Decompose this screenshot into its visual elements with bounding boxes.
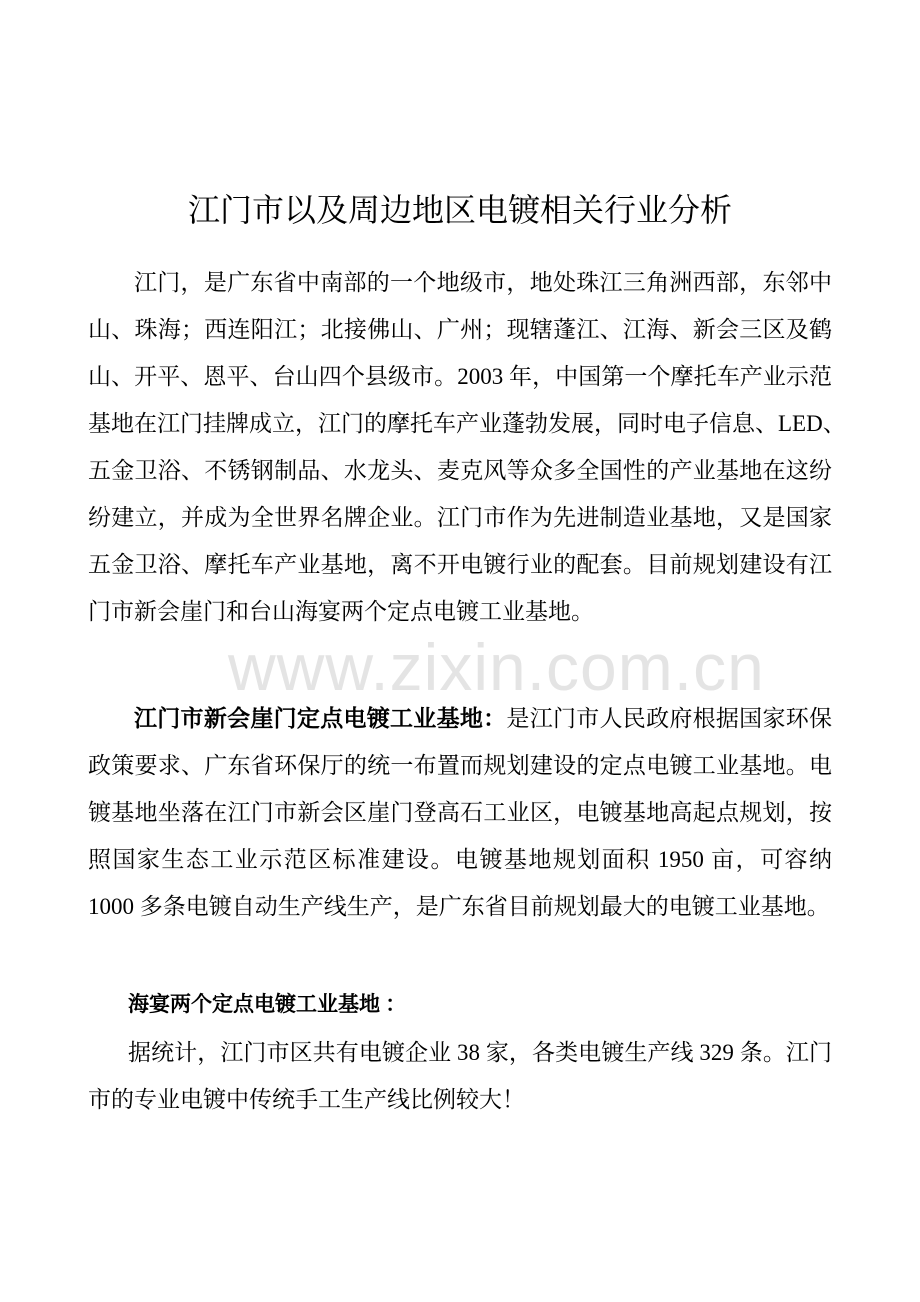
text-span: 是江门市人民政府根据国家环保 xyxy=(506,706,833,731)
text-line: 政策要求、广东省环保厅的统一布置而规划建设的定点电镀工业基地。电 xyxy=(88,753,832,778)
text-line: 纷建立，并成为全世界名牌企业。江门市作为先进制造业基地，又是国家 xyxy=(88,505,832,530)
text-line: 山、珠海；西连阳江；北接佛山、广州；现辖蓬江、江海、新会三区及鹤 xyxy=(88,317,832,342)
text-line: 基地在江门挂牌成立，江门的摩托车产业蓬勃发展，同时电子信息、LED、 xyxy=(88,411,846,436)
document-title: 江门市以及周边地区电镀相关行业分析 xyxy=(187,192,732,228)
text-line: 门市新会崖门和台山海宴两个定点电镀工业基地。 xyxy=(88,599,594,624)
text-line xyxy=(134,704,832,734)
text-line: 江门，是广东省中南部的一个地级市，地处珠江三角洲西部，东邻中 xyxy=(134,270,832,295)
text-line: 五金卫浴、不锈钢制品、水龙头、麦克风等众多全国性的产业基地在这纷 xyxy=(88,458,832,483)
text-line: 山、开平、恩平、台山四个县级市。2003 年，中国第一个摩托车产业示范 xyxy=(88,364,832,389)
watermark: www.zixin.com.cn xyxy=(228,630,765,704)
text-line: 1000 多条电镀自动生产线生产，是广东省目前规划最大的电镀工业基地。 xyxy=(88,894,830,919)
text-line: 据统计，江门市区共有电镀企业 38 家，各类电镀生产线 329 条。江门 xyxy=(128,1040,832,1065)
text-line: 照国家生态工业示范区标准建设。电镀基地规划面积 1950 亩，可容纳 xyxy=(88,847,832,872)
text-line: 市的专业电镀中传统手工生产线比例较大！ xyxy=(88,1087,525,1112)
text-line: 五金卫浴、摩托车产业基地，离不开电镀行业的配套。目前规划建设有江 xyxy=(88,552,832,577)
text-line: 镀基地坐落在江门市新会区崖门登高石工业区，电镀基地高起点规划，按 xyxy=(88,800,832,825)
bold-lead: 江门市新会崖门定点电镀工业基地： xyxy=(134,706,507,731)
section-heading: 海宴两个定点电镀工业基地 ： xyxy=(128,992,407,1016)
